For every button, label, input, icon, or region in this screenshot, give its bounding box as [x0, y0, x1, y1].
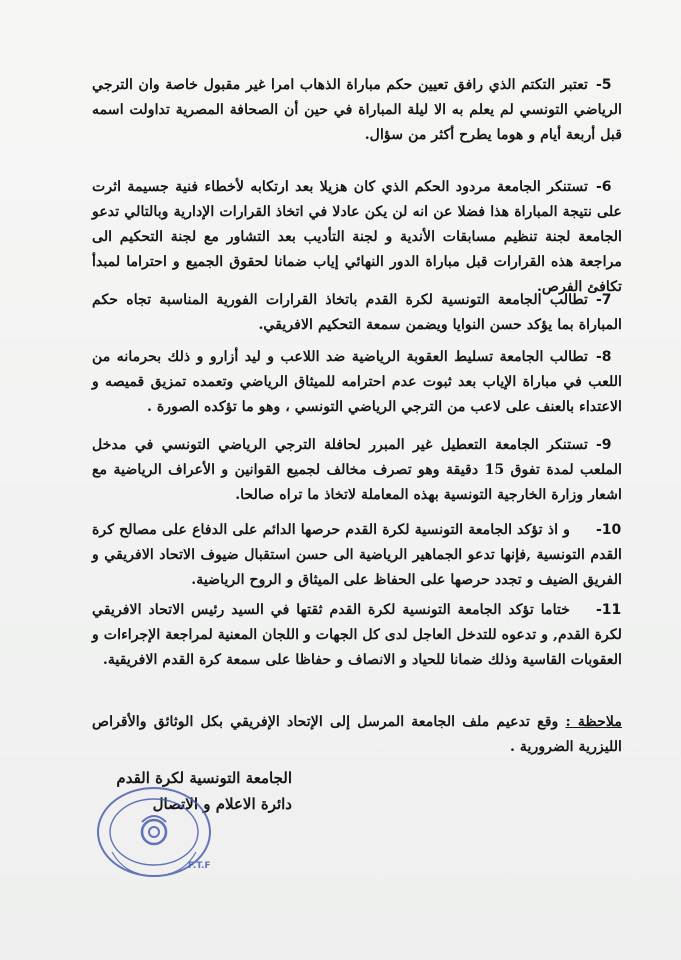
- clause-text: تستنكر الجامعة التعطيل غير المبرر لحافلة الترجي الرياضي التونسي في مدخل الملعب لمدة تفوق 15 دقيقة وهو تصرف مخالف لجميع القوانين و الأعراف الرياضية مع اشعار وزارة الخارجية التونسية بهذه المعاملة لاتخاذ ما تراه صالحا.: [92, 437, 622, 503]
- clause-number: -11: [596, 602, 622, 618]
- clause-number: -5: [596, 77, 612, 93]
- clause-number: -10: [596, 522, 622, 538]
- clause-text: و اذ تؤكد الجامعة التونسية لكرة القدم حرصها الدائم على الدفاع على مصالح كرة القدم التونسية ,فإنها تدعو الجماهير الرياضية الى حسن استقبال ضيوف الاتحاد الافريقي و الفريق الضيف و تجدد حرصها على الحفاظ على الميثاق و الروح الرياضية.: [92, 522, 622, 588]
- clause-text: تطالب الجامعة التونسية لكرة القدم باتخاذ القرارات الفورية المناسبة تجاه حكم المباراة بما يؤكد حسن النوايا ويضمن سمعة التحكيم الافريقي.: [92, 292, 622, 333]
- clause-7: [92, 288, 622, 338]
- clause-9: [92, 433, 622, 508]
- clause-text: تستنكر الجامعة مردود الحكم الذي كان هزيلا بعد ارتكابه لأخطاء فنية جسيمة اثرت على نتيجة المباراة هذا فضلا عن انه لن يكن عادلا في اتخاذ القرارات الإدارية وبالتالي تدعو الجامعة لجنة تنظيم مسابقات الأندية و لجنة التأديب بعد التشاور مع لجنة التحكيم الى مراجعة هذه القرارات قبل مباراة الدور النهائي إياب ضمانا لحقوق الجميع و احتراما لمبدأ تكافئ الفرص.: [92, 179, 622, 295]
- clause-number: -7: [596, 292, 612, 308]
- clause-text: ختاما تؤكد الجامعة التونسية لكرة القدم ثقتها في السيد رئيس الاتحاد الافريقي لكرة القدم, و تدعوه للتدخل العاجل لدى كل الجهات و اللجان المعنية لمراجعة الإجراءات و العقوبات القاسية وذلك ضمانا للحياد و الانصاف و حفاظا على سمعة كرة القدم الافريقية.: [92, 602, 622, 668]
- clause-11: [92, 598, 622, 673]
- clause-number: -6: [596, 179, 612, 195]
- clause-5: [92, 73, 622, 148]
- official-stamp-seal: [92, 782, 216, 882]
- note-paragraph: [92, 710, 622, 760]
- clause-text: تطالب الجامعة تسليط العقوبة الرياضية ضد اللاعب و ليد أزارو و ذلك بحرمانه من اللعب في مباراة الإياب بعد ثبوت عدم احترامه للميثاق الرياضي وتعمده تمزيق قميصه و الاعتداء بالعنف على لاعب من الترجي الرياضي التونسي ، وهو ما تؤكده الصورة .: [92, 349, 622, 415]
- signature-department: دائرة الاعلام و الاتصال: [152, 795, 292, 813]
- clause-10: [92, 518, 622, 593]
- note-label: ملاحظة :: [565, 714, 622, 730]
- clause-number: -8: [596, 349, 612, 365]
- clause-8: [92, 345, 622, 420]
- stamp-lettering: F.T.F: [188, 861, 211, 871]
- signature-organization: الجامعة التونسية لكرة القدم: [116, 769, 292, 787]
- clause-number: -9: [596, 437, 612, 453]
- note-text: وقع تدعيم ملف الجامعة المرسل إلى الإتحاد الإفريقي بكل الوثائق والأقراص الليزرية الضرورية .: [92, 714, 622, 755]
- clause-text: تعتبر التكتم الذي رافق تعيين حكم مباراة الذهاب امرا غير مقبول خاصة وان الترجي الرياضي التونسي لم يعلم به الا ليلة المباراة في حين أن الصحافة المصرية تداولت اسمه قبل أربعة أيام و هوما يطرح أكثر من سؤال.: [92, 77, 622, 143]
- clause-6: [92, 175, 622, 300]
